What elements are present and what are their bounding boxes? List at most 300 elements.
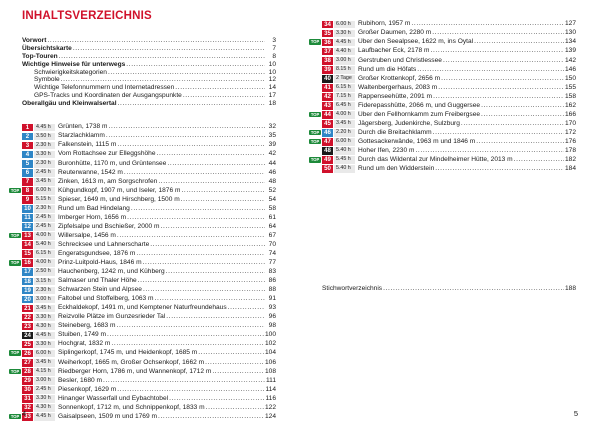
tour-page: 83 [268, 268, 276, 276]
leader-dots [167, 160, 265, 168]
toc-entry-title: Symbole [34, 76, 60, 84]
tour-page: 142 [564, 56, 576, 64]
tour-entry[interactable] [8, 204, 276, 213]
tour-duration: 3.45 h [34, 359, 55, 367]
tour-duration: 4.00 h [34, 232, 55, 240]
tour-number: 21 [22, 305, 33, 313]
tour-page: 176 [564, 137, 576, 145]
tour-page: 100 [264, 331, 276, 339]
leader-dots [155, 295, 265, 303]
tour-page: 170 [564, 119, 576, 127]
tour-entry[interactable] [8, 385, 276, 394]
leader-dots [481, 111, 564, 119]
tour-entry[interactable] [308, 129, 576, 138]
tour-duration: 2.45 h [34, 214, 55, 222]
tour-number: 33 [22, 413, 33, 421]
tour-number: 3 [22, 142, 33, 150]
tour-number: 38 [322, 57, 333, 65]
toc-entry[interactable] [22, 92, 276, 100]
tour-number: 14 [22, 241, 33, 249]
tour-number: 48 [322, 147, 333, 155]
tour-duration: 6.00 h [34, 350, 55, 358]
tour-entry[interactable] [308, 165, 576, 174]
top-badge-slot [308, 111, 322, 119]
top-badge: TOP [10, 368, 20, 374]
tour-number: 31 [22, 395, 33, 403]
tour-title: Gerstruben und Christlessee [358, 56, 442, 64]
tour-title: Hauchenberg, 1242 m, und Kühberg [58, 268, 165, 276]
tour-entry[interactable] [308, 65, 576, 74]
tour-entry[interactable] [308, 38, 576, 47]
tour-entry[interactable] [8, 223, 276, 232]
tour-title: Siplingerkopf, 1745 m, und Heidenkopf, 1685 m [58, 349, 198, 357]
tour-entry[interactable] [308, 138, 576, 147]
tour-page: 127 [564, 20, 576, 28]
tour-entry[interactable] [8, 322, 276, 331]
leader-dots [103, 377, 265, 385]
tour-duration: 7.15 h [334, 93, 355, 101]
top-badge: TOP [10, 413, 20, 419]
tour-title: Schwarzen Stein und Alpsee [58, 286, 142, 294]
tour-duration: 4.45 h [34, 332, 55, 340]
tour-page: 178 [564, 146, 576, 154]
tour-title: Grünten, 1738 m [58, 123, 108, 131]
tour-title: Imberger Horn, 1656 m [58, 213, 127, 221]
tour-entry[interactable] [8, 232, 276, 241]
stichwort-page: 188 [564, 284, 576, 292]
toc-entry-page: 3 [272, 36, 276, 44]
top-badge: TOP [310, 111, 320, 117]
tour-entry[interactable] [8, 250, 276, 259]
leader-dots [430, 47, 564, 55]
tour-duration: 2.45 h [34, 223, 55, 231]
tour-title: Laufbacher Eck, 2178 m [358, 47, 430, 55]
tour-page: 91 [268, 295, 276, 303]
tour-entry[interactable] [8, 358, 276, 367]
tour-number: 43 [322, 102, 333, 110]
tour-entry[interactable] [8, 403, 276, 412]
tour-entry[interactable] [308, 156, 576, 165]
leader-dots [61, 76, 265, 84]
toc-entry-title: Top-Touren [22, 52, 58, 60]
tour-duration: 5.15 h [34, 196, 55, 204]
tour-number: 9 [22, 196, 33, 204]
top-badge: TOP [10, 187, 20, 193]
tour-entry[interactable] [308, 29, 576, 38]
leader-dots [108, 69, 265, 77]
tour-title: Durch die Breitachklamm [358, 128, 432, 136]
tour-entry[interactable] [8, 376, 276, 385]
tour-entry[interactable] [8, 349, 276, 358]
leader-dots [47, 37, 265, 45]
toc-entry[interactable] [22, 76, 276, 84]
tour-duration: 2.30 h [34, 287, 55, 295]
tour-duration: 4.15 h [34, 368, 55, 376]
tour-duration: 5.40 h [334, 147, 355, 155]
leader-dots [166, 268, 265, 276]
leader-dots [166, 313, 265, 321]
tour-entry[interactable] [308, 56, 576, 65]
tour-number: 26 [22, 350, 33, 358]
tour-duration: 2.45 h [34, 169, 55, 177]
tour-entry[interactable] [8, 313, 276, 322]
tour-number: 28 [22, 368, 33, 376]
tour-page: 146 [564, 65, 576, 73]
tour-number: 1 [22, 124, 33, 132]
leader-dots [181, 187, 265, 195]
leader-dots [228, 304, 265, 312]
leader-dots [433, 129, 564, 137]
tour-number: 40 [322, 75, 333, 83]
top-badge: TOP [10, 350, 20, 356]
tour-entry[interactable] [308, 47, 576, 56]
tour-title: Hochgrat, 1832 m [58, 340, 111, 348]
tour-title: Willersalpe, 1456 m [58, 231, 116, 239]
tour-title: Großer Daumen, 2280 m [358, 29, 432, 37]
toc-entry[interactable] [22, 69, 276, 77]
toc-entry[interactable] [22, 45, 276, 53]
toc-entry-title: Übersichtskarte [22, 44, 72, 52]
tour-title: Piesenkopf, 1629 m [58, 385, 117, 393]
tour-entry[interactable] [8, 277, 276, 286]
tour-entry[interactable] [8, 132, 276, 141]
tour-page: 134 [564, 38, 576, 46]
tour-page: 67 [268, 231, 276, 239]
tour-number: 42 [322, 93, 333, 101]
toc-entry-title: Wichtige Telefonnummern und Internetadressen [34, 84, 175, 92]
leader-dots [383, 285, 564, 293]
toc-entry-page: 7 [272, 44, 276, 52]
tour-page: 58 [268, 204, 276, 212]
tour-number: 6 [22, 169, 33, 177]
tour-duration: 4.45 h [34, 413, 55, 421]
tour-title: Waltenbergerhaus, 2083 m [358, 83, 438, 91]
tour-entry[interactable] [308, 120, 576, 129]
tour-entry[interactable] [8, 304, 276, 313]
tour-title: Schrecksee und Lahnerscharte [58, 240, 150, 248]
tour-number: 41 [322, 84, 333, 92]
leader-dots [417, 66, 564, 74]
tour-page: 111 [265, 376, 276, 384]
leader-dots [59, 53, 265, 61]
tour-title: Reizvolle Plätze im Gunzesrieder Tal [58, 313, 166, 321]
leader-dots [435, 165, 564, 173]
leader-dots [107, 331, 264, 339]
tour-title: Steineberg, 1683 m [58, 322, 116, 330]
tour-number: 18 [22, 278, 33, 286]
tour-number: 5 [22, 160, 33, 168]
tour-number: 32 [22, 404, 33, 412]
tour-title: Rappenseehütte, 2091 m [358, 92, 433, 100]
tour-page: 35 [268, 132, 276, 140]
tour-entry[interactable] [8, 123, 276, 132]
tour-number: 35 [322, 30, 333, 38]
tour-page: 77 [268, 259, 276, 267]
top-badge-slot [8, 349, 22, 357]
leader-dots [433, 93, 564, 101]
tour-number: 16 [22, 259, 33, 267]
leader-dots [175, 84, 265, 92]
tour-entry[interactable] [8, 241, 276, 250]
tour-title: Prinz-Luitpold-Haus, 1846 m [58, 259, 142, 267]
tour-number: 25 [22, 341, 33, 349]
tour-title: Gottesackerwände, 1963 m und 1846 m [358, 137, 476, 145]
tour-page: 184 [564, 165, 576, 173]
tour-number: 30 [22, 386, 33, 394]
leader-dots [124, 169, 265, 177]
tour-entry[interactable] [8, 186, 276, 195]
leader-dots [117, 141, 265, 149]
top-badge-slot [8, 187, 22, 195]
tour-number: 23 [22, 323, 33, 331]
tour-title: Riedberger Horn, 1786 m, und Wannenkopf, 1712 m [58, 367, 212, 375]
stichwort-title: Stichwortverzeichnis [322, 284, 383, 292]
tour-title: Falkenstein, 1115 m [58, 141, 117, 149]
tour-duration: 2.45 h [34, 386, 55, 394]
tour-title: Zipfelsalpe und Bschießer, 2000 m [58, 222, 160, 230]
tour-number: 10 [22, 205, 33, 213]
tour-entry[interactable] [8, 394, 276, 403]
tour-entry[interactable] [308, 83, 576, 92]
top-badge: TOP [310, 138, 320, 144]
tour-entry[interactable] [8, 295, 276, 304]
leader-dots [106, 132, 265, 140]
tour-page: 98 [268, 322, 276, 330]
tour-entry[interactable] [8, 331, 276, 340]
tour-entry[interactable] [8, 195, 276, 204]
tour-number: 49 [322, 156, 333, 164]
toc-entry-page: 10 [268, 60, 276, 68]
toc-entry-page: 18 [268, 100, 276, 108]
tour-number: 50 [322, 165, 333, 173]
tour-duration: 4.45 h [34, 124, 55, 132]
tour-duration: 2.50 h [34, 268, 55, 276]
tour-duration: 3.30 h [34, 395, 55, 403]
tour-title: Buronhütte, 1170 m, und Grüntensee [58, 159, 167, 167]
leader-dots [117, 386, 264, 394]
tour-entry[interactable] [8, 168, 276, 177]
tour-page: 61 [268, 213, 276, 221]
tour-entry[interactable] [8, 367, 276, 376]
tour-duration: 4.45 h [334, 39, 355, 47]
leader-dots [138, 277, 265, 285]
tour-title: Rund um die Höfats [358, 65, 417, 73]
tour-list-left [8, 123, 276, 422]
toc-entry[interactable] [22, 37, 276, 45]
tour-title: Weiherkopf, 1665 m, Großer Ochsenkopf, 1662 m [58, 358, 205, 366]
leader-dots [461, 120, 564, 128]
tour-title: Reuterwanne, 1542 m [58, 168, 123, 176]
tour-page: 124 [264, 412, 276, 420]
tour-duration: 3.30 h [34, 151, 55, 159]
leader-dots [205, 359, 264, 367]
tour-page: 108 [264, 367, 276, 375]
tour-page: 44 [268, 159, 276, 167]
tour-title: Durch das Wildental zur Mindelheimer Hütte, 2013 m [358, 156, 513, 164]
toc-entry-title: Oberallgäu und Kleinwalsertal [22, 100, 117, 108]
tour-title: Kühgundkopf, 1907 m, und Iseler, 1876 m [58, 186, 181, 194]
leader-dots [438, 84, 564, 92]
tour-title: Fiderepasshütte, 2066 m, und Guggersee [358, 101, 481, 109]
tour-number: 12 [22, 223, 33, 231]
leader-dots [183, 92, 265, 100]
tour-duration: 3.00 h [34, 377, 55, 385]
leader-dots [157, 150, 266, 158]
tour-entry[interactable] [8, 150, 276, 159]
tour-entry[interactable] [308, 74, 576, 83]
toc-entry-title: GPS-Tracks und Koordinaten der Ausgangspunkte [34, 92, 182, 100]
tour-entry[interactable] [8, 268, 276, 277]
toc-entry-page: 12 [268, 76, 276, 84]
tour-list-right [308, 20, 576, 174]
stichwort-entry[interactable] [322, 285, 576, 293]
tour-title: Hinanger Wasserfall und Eybachtobel [58, 394, 169, 402]
tour-title: Engeratsgundsee, 1876 m [58, 249, 136, 257]
tour-duration: 3.15 h [34, 278, 55, 286]
tour-page: 162 [564, 101, 576, 109]
toc-entry-title: Schwierigkeitskategorien [34, 68, 107, 76]
leader-dots [432, 29, 564, 37]
leader-dots [474, 38, 564, 46]
leader-dots [441, 75, 564, 83]
tour-page: 74 [268, 249, 276, 257]
tour-page: 64 [268, 222, 276, 230]
tour-page: 104 [264, 349, 276, 357]
tour-number: 34 [322, 21, 333, 29]
tour-number: 29 [22, 377, 33, 385]
toc-entry[interactable] [22, 100, 276, 108]
toc-entry[interactable] [22, 61, 276, 69]
tour-number: 47 [322, 138, 333, 146]
leader-dots [476, 138, 564, 146]
leader-dots [150, 241, 265, 249]
top-badge-slot [8, 413, 22, 421]
top-badge-slot [8, 232, 22, 240]
tour-entry[interactable] [8, 141, 276, 150]
leader-dots [111, 340, 264, 348]
tour-duration: 2.30 h [34, 160, 55, 168]
tour-page: 130 [564, 29, 576, 37]
tour-page: 139 [564, 47, 576, 55]
leader-dots [181, 196, 265, 204]
leader-dots [131, 205, 265, 213]
tour-number: 15 [22, 250, 33, 258]
tour-entry[interactable] [8, 259, 276, 268]
toc-entry-page: 8 [272, 52, 276, 60]
tour-number: 11 [22, 214, 33, 222]
tour-entry[interactable] [308, 147, 576, 156]
leader-dots [127, 214, 265, 222]
tour-page: 158 [564, 92, 576, 100]
tour-page: 96 [268, 313, 276, 321]
toc-entry[interactable] [22, 84, 276, 92]
tour-entry[interactable] [8, 286, 276, 295]
top-badge-slot [308, 38, 322, 46]
tour-entry[interactable] [8, 177, 276, 186]
leader-dots [143, 286, 265, 294]
tour-number: 24 [22, 332, 33, 340]
tour-duration: 6.45 h [334, 102, 355, 110]
tour-title: Faltobel und Stoffelberg, 1063 m [58, 295, 154, 303]
tour-duration: 3.30 h [34, 341, 55, 349]
tour-duration: 2.30 h [34, 142, 55, 150]
tour-number: 17 [22, 268, 33, 276]
leader-dots [514, 156, 564, 164]
tour-duration: 4.00 h [334, 111, 355, 119]
tour-number: 20 [22, 296, 33, 304]
top-badge-slot [308, 156, 322, 164]
tour-page: 46 [268, 168, 276, 176]
right-page [300, 0, 600, 428]
tour-duration: 6.15 h [334, 84, 355, 92]
front-matter-list [22, 37, 276, 108]
tour-title: Rund um den Widderstein [358, 165, 435, 173]
top-badge-slot [8, 368, 22, 376]
tour-entry[interactable] [8, 213, 276, 222]
tour-number: 36 [322, 39, 333, 47]
tour-duration: 3.50 h [34, 133, 55, 141]
tour-entry[interactable] [308, 110, 576, 119]
tour-duration: 3.00 h [334, 57, 355, 65]
leader-dots [108, 123, 265, 131]
tour-page: 172 [564, 128, 576, 136]
leader-dots [212, 368, 264, 376]
tour-entry[interactable] [8, 340, 276, 349]
tour-title: Spieser, 1649 m, und Hirschberg, 1500 m [58, 195, 180, 203]
tour-entry[interactable] [308, 92, 576, 101]
toc-entry-title: Wichtige Hinweise für unterwegs [22, 60, 126, 68]
tour-number: 4 [22, 151, 33, 159]
tour-title: Besler, 1680 m [58, 376, 102, 384]
tour-page: 86 [268, 277, 276, 285]
tour-page: 102 [264, 340, 276, 348]
page-number-left: 4 [22, 409, 27, 418]
tour-duration: 3.00 h [34, 296, 55, 304]
tour-number: 19 [22, 287, 33, 295]
tour-title: Über den Fellhornkamm zum Freibergsee [358, 110, 481, 118]
tour-title: Starzlachklamm [58, 132, 105, 140]
tour-page: 54 [268, 195, 276, 203]
tour-page: 182 [564, 156, 576, 164]
tour-page: 116 [265, 394, 276, 402]
tour-duration: 5.40 h [334, 165, 355, 173]
tour-entry[interactable] [8, 159, 276, 168]
tour-number: 37 [322, 48, 333, 56]
tour-entry[interactable] [308, 101, 576, 110]
top-badge-slot [8, 259, 22, 267]
leader-dots [117, 232, 265, 240]
top-badge: TOP [10, 260, 20, 266]
tour-duration: 8.15 h [334, 66, 355, 74]
tour-entry[interactable] [8, 413, 276, 422]
top-badge: TOP [310, 157, 320, 163]
tour-duration: 2.20 h [334, 129, 355, 137]
tour-number: 46 [322, 129, 333, 137]
top-badge: TOP [310, 39, 320, 45]
tour-duration: 3.30 h [334, 30, 355, 38]
leader-dots [206, 404, 264, 412]
tour-number: 27 [22, 359, 33, 367]
toc-entry[interactable] [22, 53, 276, 61]
leader-dots [161, 223, 265, 231]
tour-duration: 3.45 h [334, 120, 355, 128]
tour-title: Stuiben, 1749 m [58, 331, 107, 339]
tour-title: Großer Krottenkopf, 2656 m [358, 74, 441, 82]
page-number-right: 5 [573, 409, 578, 418]
leader-dots [169, 395, 264, 403]
top-badge-slot [308, 138, 322, 146]
tour-entry[interactable] [308, 20, 576, 29]
